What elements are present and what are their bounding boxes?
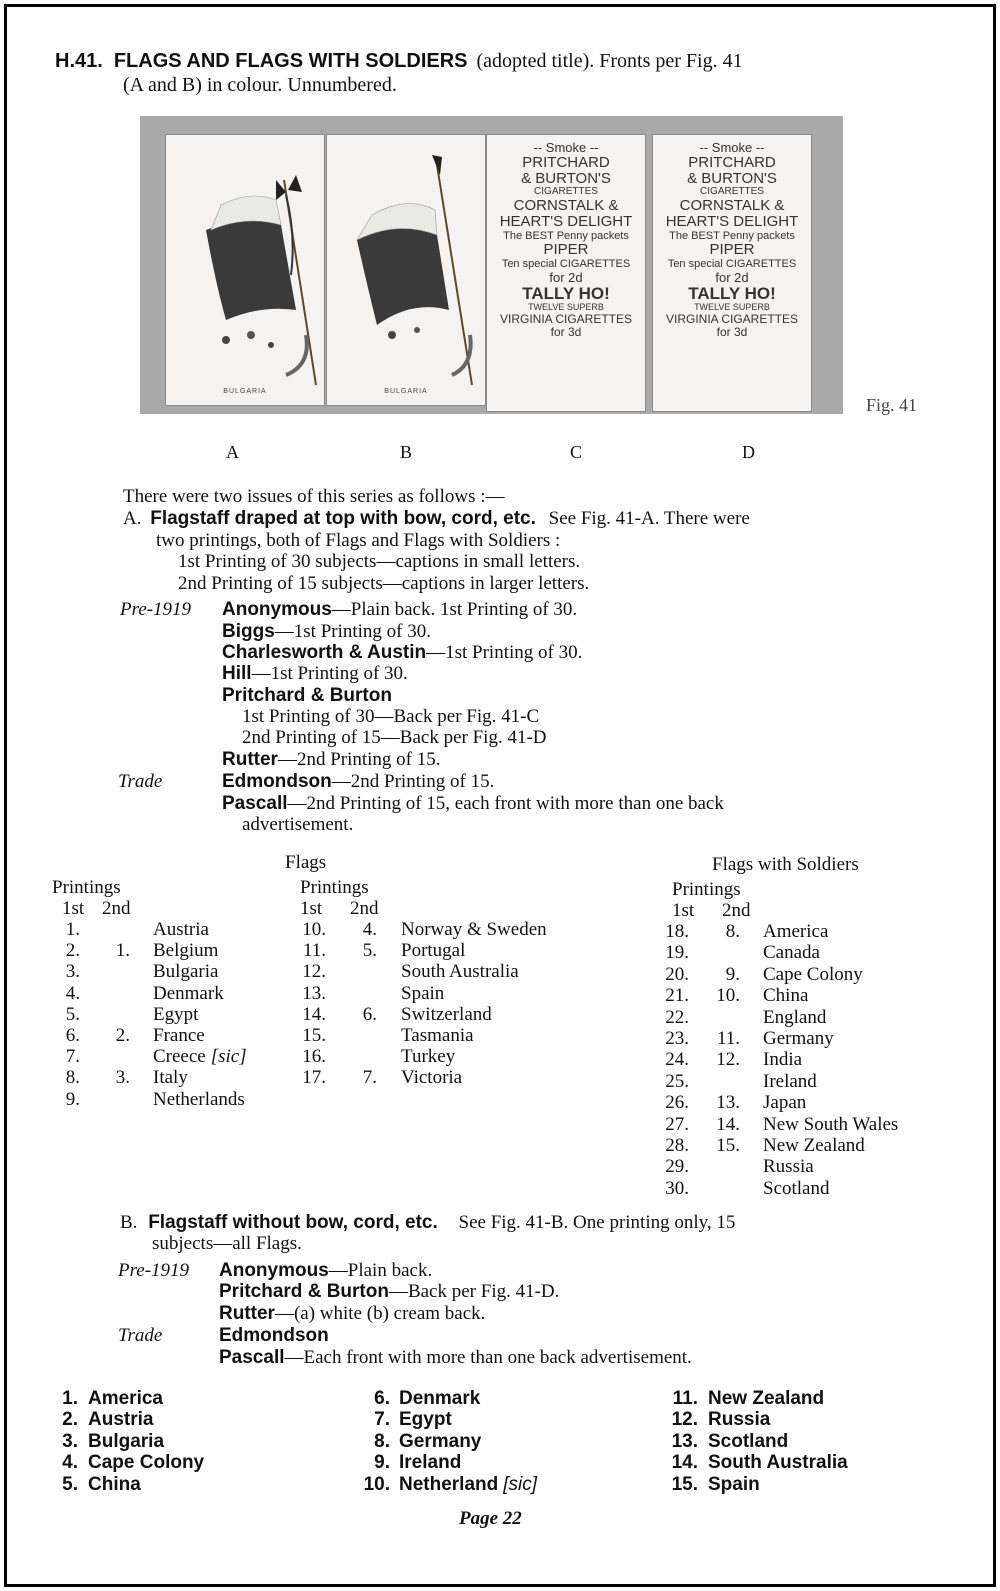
issue-a-bold: Flagstaff draped at top with bow, cord, etc.: [150, 508, 536, 529]
back-c-line: Ten special CIGARETTES: [501, 257, 631, 270]
flags-printings-2: Printings: [300, 877, 369, 898]
country-name: [153, 1089, 245, 1111]
issuer-name: Anonymous: [222, 599, 332, 620]
issue-a-heading: [123, 508, 750, 530]
printing-1st-number: 5.: [65, 1003, 80, 1025]
list-number: 15.: [671, 1473, 698, 1495]
country-name-text: England: [763, 1006, 827, 1028]
flags-heading: Flags: [285, 852, 327, 873]
country-name: [153, 1025, 205, 1047]
issuer-text: —2nd Printing of 15, each front with more than one back: [287, 793, 724, 814]
list-number: 1.: [62, 1388, 78, 1409]
printing-2nd-number: 1.: [115, 940, 130, 962]
soldiers-col-2nd: 2nd: [722, 900, 751, 921]
list-country: [399, 1409, 452, 1431]
country-name-text: Belgium: [153, 940, 219, 962]
country-name: [401, 1046, 455, 1068]
printing-2nd-number: 2.: [115, 1025, 130, 1046]
back-c-line: PRITCHARD: [522, 154, 610, 172]
issuer-name: Rutter: [222, 749, 278, 770]
list-number: 13.: [671, 1430, 698, 1452]
issuer-text: —2nd Printing of 15.: [277, 749, 441, 770]
country-name-text: Victoria: [401, 1067, 463, 1089]
figure-letter-b: B: [400, 442, 413, 462]
back-d-line: TALLY HO!: [688, 283, 776, 303]
country-name-text: Denmark: [153, 982, 224, 1004]
issuer-name: Pritchard & Burton: [219, 1281, 389, 1302]
issuer-name: Pritchard & Burton: [222, 685, 392, 706]
back-d-line: PIPER: [709, 241, 755, 259]
back-d-line: -- Smoke --: [699, 140, 765, 155]
issuer-row: [222, 685, 392, 707]
printing-2nd-number: 13.: [716, 1092, 740, 1114]
country-name: [763, 942, 820, 964]
back-c-line: for 3d: [550, 324, 582, 339]
printing-1st-number: 24.: [665, 1049, 689, 1071]
back-d-line: TWELVE SUPERB: [694, 301, 770, 312]
issuer-name: Rutter: [219, 1303, 275, 1324]
list-country: [708, 1409, 770, 1431]
entry-code: H.41.: [55, 50, 103, 72]
country-name-text: Creece: [153, 1046, 206, 1068]
printing-2nd-number: 8.: [725, 921, 740, 942]
printing-1st-number: 18.: [665, 921, 689, 942]
list-number: 3.: [62, 1430, 78, 1452]
printing-2nd-number: 7.: [362, 1067, 377, 1089]
issue-b-label: B.: [120, 1212, 138, 1233]
issuer-text: —Plain back.: [328, 1260, 433, 1281]
country-name: [401, 983, 444, 1005]
issuer-text: —Each front with more than one back advertisement.: [284, 1347, 692, 1368]
back-d-line: PRITCHARD: [688, 154, 776, 172]
country-name: [763, 1092, 806, 1114]
issuer-row: [222, 771, 494, 793]
printing-1st-number: 11.: [302, 940, 326, 962]
issue-a-printing2: 2nd Printing of 15 subjects—captions in larger letters.: [178, 573, 590, 594]
country-name: [401, 1067, 462, 1089]
list-number: 9.: [374, 1452, 390, 1474]
country-name-text: Canada: [763, 942, 820, 964]
issuer-row-b: [219, 1281, 559, 1303]
country-name: [401, 1004, 492, 1026]
printing-1st-number: 25.: [665, 1070, 689, 1092]
soldiers-col-1st: 1st: [672, 900, 695, 921]
issuer-name: Edmondson: [219, 1325, 329, 1346]
printing-1st-number: 27.: [665, 1113, 689, 1135]
back-d-line: CORNSTALK &: [679, 197, 785, 215]
issue-b-heading: [120, 1212, 735, 1234]
issuer-text: —Back per Fig. 41-D.: [388, 1281, 560, 1302]
list-country-text: Ireland: [399, 1452, 462, 1474]
list-number: 5.: [62, 1473, 78, 1495]
list-number: 12.: [671, 1409, 698, 1431]
list-country-text: Germany: [399, 1430, 482, 1452]
back-c-line: The BEST Penny packets: [503, 229, 629, 242]
entry-header: [55, 50, 743, 73]
issue-b-rest: See Fig. 41-B. One printing only, 15: [458, 1212, 736, 1233]
list-country: [88, 1452, 204, 1474]
issuer-text: 1st Printing of 30—Back per Fig. 41-C: [242, 706, 540, 727]
card-caption-b: BULGARIA: [384, 388, 428, 395]
printing-2nd-number: 4.: [362, 919, 377, 940]
list-country: [88, 1409, 153, 1431]
country-name: [763, 1156, 814, 1178]
pre1919-label-a: Pre-1919: [120, 599, 192, 620]
back-d-line: for 3d: [716, 324, 748, 339]
pre1919-label-b: Pre-1919: [118, 1260, 190, 1281]
country-name-text: Russia: [763, 1156, 814, 1178]
list-country: [399, 1474, 537, 1496]
country-name-text: Italy: [153, 1067, 188, 1089]
back-d-line: Ten special CIGARETTES: [667, 257, 797, 270]
list-country-text: China: [88, 1473, 141, 1495]
flags-col-2nd: 2nd: [102, 898, 131, 919]
country-name: [763, 921, 828, 943]
entry-title: FLAGS AND FLAGS WITH SOLDIERS: [113, 50, 468, 72]
card-c-back: [486, 134, 646, 412]
country-name: [763, 1028, 834, 1050]
issuer-row: [222, 749, 441, 771]
country-name-text: New South Wales: [763, 1113, 899, 1135]
printing-2nd-number: 14.: [716, 1113, 740, 1135]
country-name-text: America: [763, 921, 829, 942]
country-name-text: China: [763, 985, 809, 1007]
country-name-text: Norway & Sweden: [401, 919, 547, 940]
back-c-line: TWELVE SUPERB: [528, 301, 604, 312]
issuer-row-b: [219, 1325, 329, 1347]
list-country-text: South Australia: [708, 1452, 848, 1474]
list-country: [708, 1474, 760, 1496]
figure-letter-c: C: [570, 442, 583, 462]
list-country-text: Austria: [88, 1409, 154, 1431]
back-c-line: & BURTON'S: [521, 170, 611, 188]
sic-note: [sic]: [210, 1046, 247, 1068]
printing-1st-number: 7.: [65, 1046, 80, 1068]
printing-2nd-number: 10.: [716, 985, 740, 1007]
list-country: [399, 1431, 481, 1453]
list-country-text: Russia: [708, 1409, 771, 1431]
printing-2nd-number: 5.: [362, 940, 377, 962]
printing-1st-number: 15.: [302, 1025, 326, 1046]
list-number: 6.: [374, 1388, 390, 1409]
printing-1st-number: 9.: [65, 1088, 80, 1110]
printing-2nd-number: 6.: [362, 1003, 377, 1025]
printing-1st-number: 20.: [665, 963, 689, 985]
issuer-row-b: [219, 1347, 692, 1369]
country-name-text: Spain: [401, 982, 445, 1004]
list-number: 11.: [672, 1388, 698, 1409]
printing-1st-number: 16.: [302, 1046, 326, 1068]
printing-2nd-number: 11.: [716, 1028, 740, 1049]
issue-a-label: A.: [123, 508, 142, 529]
issuer-name: Hill: [222, 663, 252, 684]
list-country-text: Egypt: [399, 1409, 452, 1431]
back-c-line: for 2d: [549, 269, 583, 285]
printing-1st-number: 22.: [665, 1006, 689, 1028]
figure-label: Fig. 41: [866, 395, 918, 415]
page-number: Page 22: [459, 1508, 522, 1529]
issuer-text: 2nd Printing of 15—Back per Fig. 41-D: [242, 727, 547, 748]
flags-col-1st: 1st: [62, 898, 85, 919]
trade-label-b: Trade: [118, 1325, 163, 1346]
country-name-text: Turkey: [401, 1046, 456, 1068]
list-number: 2.: [62, 1409, 78, 1431]
back-c-line: VIRGINIA CIGARETTES: [499, 311, 633, 326]
card-b: [326, 134, 486, 406]
issuer-name: Biggs: [222, 621, 275, 642]
issuer-text: —1st Printing of 30.: [251, 663, 408, 684]
country-name-text: Austria: [153, 919, 209, 940]
issuer-row: [222, 621, 431, 643]
country-name-text: Ireland: [763, 1070, 817, 1092]
country-name-text: New Zealand: [763, 1135, 865, 1156]
issuer-name: Edmondson: [222, 771, 332, 792]
flag-illustration-a: [166, 135, 324, 405]
list-country: [88, 1388, 163, 1410]
trade-label-a: Trade: [118, 771, 163, 792]
list-country-text: Cape Colony: [88, 1452, 205, 1474]
country-name: [153, 1067, 188, 1089]
list-country: [708, 1431, 788, 1453]
back-d-line: CIGARETTES: [700, 186, 764, 198]
issuer-name: Anonymous: [219, 1260, 329, 1281]
printing-2nd-number: 3.: [115, 1067, 130, 1089]
country-name: [763, 964, 863, 986]
country-name: [153, 961, 218, 983]
printing-1st-number: 6.: [65, 1025, 80, 1046]
printing-1st-number: 10.: [302, 919, 326, 940]
country-name-text: Netherlands: [153, 1088, 245, 1110]
country-name: [763, 1007, 826, 1029]
back-c-line: HEART'S DELIGHT: [499, 213, 633, 231]
printing-1st-number: 19.: [665, 942, 689, 964]
back-c-line: TALLY HO!: [522, 283, 610, 303]
soldiers-printings: Printings: [672, 879, 741, 900]
figure-letter-a: A: [226, 442, 239, 462]
printing-1st-number: 14.: [302, 1003, 326, 1025]
country-name: [153, 983, 224, 1005]
country-name: [401, 940, 465, 962]
list-country-text: Denmark: [399, 1388, 481, 1409]
country-name: [763, 1114, 898, 1136]
flags-col2-2nd: 2nd: [350, 898, 379, 919]
card-caption-a: BULGARIA: [223, 388, 267, 395]
issue-a-line2: two printings, both of Flags and Flags with Soldiers :: [156, 530, 561, 551]
entry-title-suffix: (adopted title). Fronts per Fig. 41: [476, 50, 743, 72]
issuer-name: Pascall: [222, 793, 288, 814]
list-country-text: Bulgaria: [88, 1430, 165, 1452]
list-country: [88, 1431, 164, 1453]
flags-printings-1: Printings: [52, 877, 121, 898]
back-c-line: -- Smoke --: [533, 140, 599, 155]
issuer-row: [242, 727, 547, 749]
list-number: 14.: [671, 1452, 698, 1474]
country-name-text: Germany: [763, 1028, 834, 1049]
figure-41: [140, 116, 843, 414]
issuer-row: [222, 642, 582, 664]
sic-note: [sic]: [503, 1473, 538, 1495]
back-c-line: CIGARETTES: [534, 186, 598, 198]
printing-1st-number: 12.: [302, 961, 326, 983]
issue-a-rest: See Fig. 41-A. There were: [548, 508, 750, 529]
country-name: [401, 919, 547, 941]
printing-1st-number: 17.: [302, 1067, 326, 1089]
card-a: [165, 134, 325, 406]
list-country: [399, 1452, 461, 1474]
country-name-text: Cape Colony: [763, 963, 863, 985]
issuer-row: [222, 793, 724, 815]
list-country-text: Scotland: [708, 1430, 789, 1452]
list-country-text: Spain: [708, 1473, 760, 1495]
back-d-line: & BURTON'S: [687, 170, 777, 188]
list-country: [708, 1452, 848, 1474]
country-name-text: India: [763, 1049, 803, 1071]
country-name-text: Switzerland: [401, 1003, 492, 1025]
back-c-line: PIPER: [543, 241, 589, 259]
country-name: [153, 1004, 198, 1026]
printing-1st-number: 4.: [65, 982, 80, 1004]
issuer-name: Pascall: [219, 1347, 285, 1368]
country-name-text: Scotland: [763, 1177, 830, 1199]
country-name: [763, 985, 808, 1007]
intro-line: There were two issues of this series as follows :—: [123, 486, 505, 507]
printing-2nd-number: 12.: [716, 1049, 740, 1071]
country-name-text: Japan: [763, 1092, 807, 1114]
back-d-line: HEART'S DELIGHT: [665, 213, 799, 231]
printing-1st-number: 13.: [302, 982, 326, 1004]
back-d-line: The BEST Penny packets: [669, 229, 795, 242]
issuer-name: Charlesworth & Austin: [222, 642, 427, 663]
issuer-text: —1st Printing of 30.: [426, 642, 583, 663]
printing-1st-number: 30.: [665, 1177, 689, 1199]
printing-1st-number: 26.: [665, 1092, 689, 1114]
list-number: 8.: [374, 1430, 390, 1452]
country-name: [401, 961, 519, 983]
issuer-text: —(a) white (b) cream back.: [274, 1303, 486, 1324]
issue-a-printing1: 1st Printing of 30 subjects—captions in small letters.: [178, 551, 581, 572]
printing-2nd-number: 9.: [725, 963, 740, 985]
country-name: [153, 940, 218, 962]
issuer-row: [222, 599, 577, 621]
country-name-text: Tasmania: [401, 1025, 474, 1046]
list-country: [708, 1388, 824, 1410]
printing-1st-number: 2.: [65, 940, 80, 962]
back-c-line: CORNSTALK &: [513, 197, 619, 215]
soldiers-heading: Flags with Soldiers: [712, 854, 859, 875]
entry-header-line2: (A and B) in colour. Unnumbered.: [123, 74, 397, 96]
list-number: 10.: [363, 1473, 390, 1495]
country-name: [763, 1049, 802, 1071]
issuer-row: [242, 706, 539, 728]
list-number: 4.: [62, 1452, 78, 1474]
issuer-row: [242, 814, 353, 836]
figure-letter-d: D: [742, 442, 755, 462]
back-d-line: for 2d: [715, 269, 749, 285]
country-name-text: South Australia: [401, 961, 519, 983]
issuer-text: —2nd Printing of 15.: [331, 771, 495, 792]
list-number: 7.: [374, 1409, 390, 1431]
card-d-back: [652, 134, 812, 412]
printing-2nd-number: 15.: [716, 1135, 740, 1156]
issuer-text: —Plain back. 1st Printing of 30.: [331, 599, 578, 620]
list-country: [88, 1474, 141, 1496]
issue-b-line2: subjects—all Flags.: [152, 1233, 302, 1254]
flags-col2-1st: 1st: [300, 898, 323, 919]
printing-1st-number: 21.: [665, 985, 689, 1007]
country-name: [153, 919, 209, 941]
printing-1st-number: 29.: [665, 1156, 689, 1178]
country-name-text: France: [153, 1025, 205, 1046]
country-name-text: Bulgaria: [153, 961, 219, 983]
list-country-text: New Zealand: [708, 1388, 825, 1409]
list-country: [399, 1388, 480, 1410]
issuer-row: [222, 663, 408, 685]
country-name: [763, 1135, 865, 1157]
issue-b-bold: Flagstaff without bow, cord, etc.: [148, 1212, 438, 1233]
list-country-text: America: [88, 1388, 163, 1409]
printing-1st-number: 3.: [65, 961, 80, 983]
country-name: [401, 1025, 474, 1047]
list-country-text: Netherland: [399, 1473, 499, 1495]
issuer-text: advertisement.: [242, 814, 354, 835]
country-name-text: Portugal: [401, 940, 466, 962]
issuer-row-b: [219, 1303, 485, 1325]
country-name: [763, 1071, 817, 1093]
country-name: [153, 1046, 247, 1068]
printing-1st-number: 1.: [65, 919, 80, 940]
printing-1st-number: 23.: [665, 1028, 689, 1049]
back-d-line: VIRGINIA CIGARETTES: [665, 311, 799, 326]
flag-illustration-b: [327, 135, 485, 405]
issuer-text: —1st Printing of 30.: [274, 621, 432, 642]
printing-1st-number: 28.: [665, 1135, 689, 1156]
country-name: [763, 1178, 830, 1200]
country-name-text: Egypt: [153, 1003, 199, 1025]
printing-1st-number: 8.: [65, 1067, 80, 1089]
issuer-row-b: [219, 1260, 432, 1282]
